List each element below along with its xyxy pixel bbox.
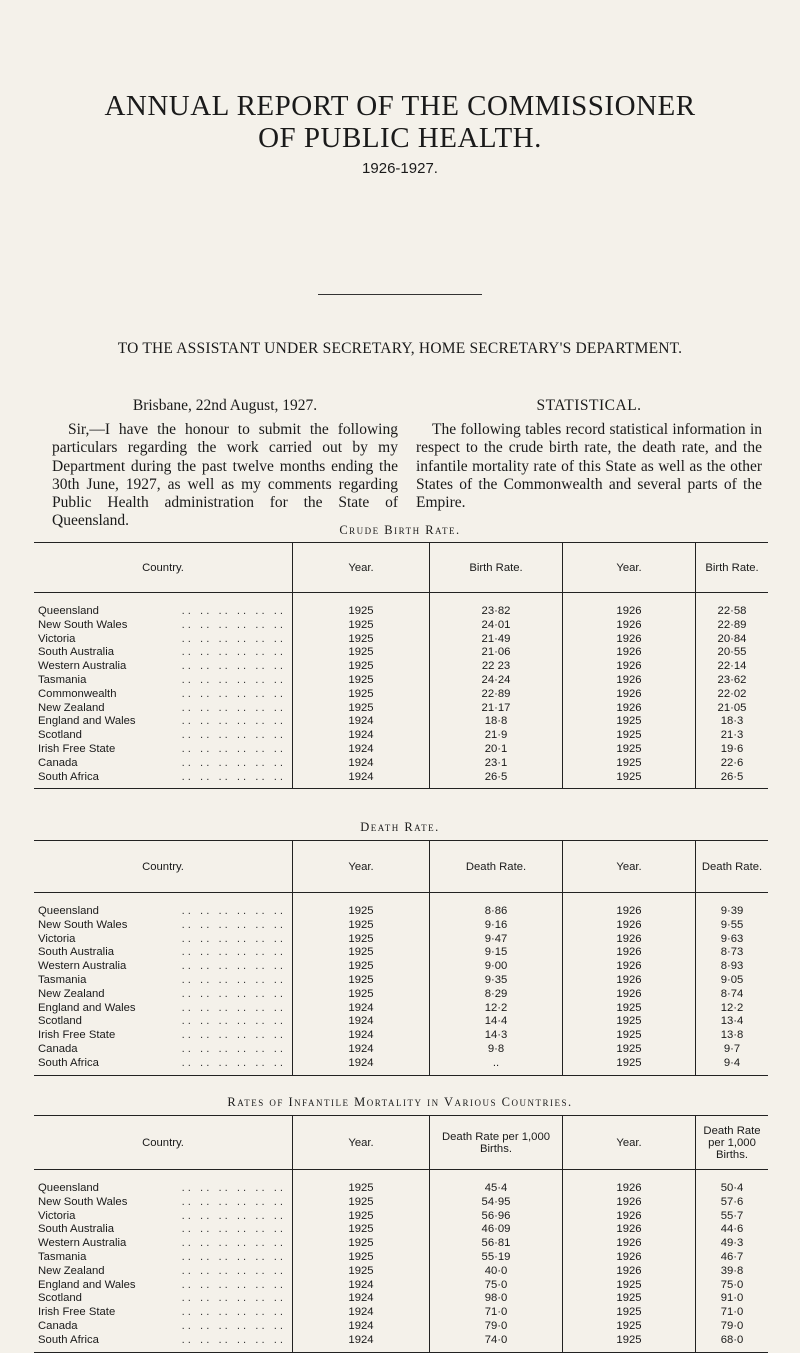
- rate-cell: 8·86: [430, 893, 563, 919]
- rate-cell: 9·05: [696, 974, 769, 988]
- year-cell: 1926: [563, 933, 696, 947]
- table-row: [34, 1292, 768, 1306]
- year-cell: 1925: [293, 646, 430, 660]
- year-cell: 1925: [293, 919, 430, 933]
- year-cell: 1924: [293, 1320, 430, 1334]
- country-cell: England and Wales .. .. .. .. .. ..: [38, 1278, 286, 1291]
- rate-cell: 18·3: [696, 715, 769, 729]
- country-cell: Queensland .. .. .. .. .. ..: [38, 605, 286, 617]
- leader-dots: .. .. .. .. .. ..: [181, 1278, 286, 1291]
- year-cell: 1925: [563, 729, 696, 743]
- leader-dots: .. .. .. .. .. ..: [181, 729, 286, 742]
- rate-cell: 8·74: [696, 988, 769, 1002]
- rate-cell: 13·4: [696, 1015, 769, 1029]
- table-row: [34, 633, 768, 647]
- rate-cell: 26·5: [430, 771, 563, 789]
- table-row: [34, 660, 768, 674]
- table-row: [34, 919, 768, 933]
- leader-dots: .. .. .. .. .. ..: [181, 905, 286, 917]
- country-cell: New South Wales .. .. .. .. .. ..: [38, 618, 286, 631]
- rate-cell: 75·0: [696, 1279, 769, 1293]
- country-cell: Scotland .. .. .. .. .. ..: [38, 729, 286, 742]
- header-year: Year.: [563, 543, 696, 593]
- year-cell: 1926: [563, 893, 696, 919]
- rate-cell: 71·0: [696, 1306, 769, 1320]
- rate-cell: 12·2: [696, 1002, 769, 1016]
- year-cell: 1925: [563, 1320, 696, 1334]
- leader-dots: .. .. .. .. .. ..: [181, 1182, 286, 1194]
- rate-cell: 14·4: [430, 1015, 563, 1029]
- country-cell: South Australia .. .. .. .. .. ..: [38, 1223, 286, 1236]
- rate-cell: ..: [430, 1057, 563, 1075]
- year-cell: 1925: [293, 674, 430, 688]
- rate-cell: 8·73: [696, 946, 769, 960]
- country-cell: Tasmania .. .. .. .. .. ..: [38, 1250, 286, 1263]
- year-cell: 1925: [563, 1334, 696, 1352]
- table-row: [34, 743, 768, 757]
- table-row: [34, 729, 768, 743]
- table-row: [34, 757, 768, 771]
- table-row: [34, 1002, 768, 1016]
- year-cell: 1925: [293, 1265, 430, 1279]
- header-country: Country.: [34, 841, 293, 893]
- statistical-body: The following tables record statistical information in respect to the crude birth rate, the death rate, and the infantile mortality rate of this State as well as the other States of the Commonwealth and several parts of the Empire.: [416, 421, 762, 512]
- year-cell: 1925: [293, 702, 430, 716]
- year-cell: 1925: [293, 988, 430, 1002]
- leader-dots: .. .. .. .. .. ..: [181, 1209, 286, 1222]
- leader-dots: .. .. .. .. .. ..: [181, 987, 286, 1000]
- rate-cell: 9·00: [430, 960, 563, 974]
- header-country: Country.: [34, 1116, 293, 1170]
- country-cell: South Africa .. .. .. .. .. ..: [34, 1057, 293, 1075]
- header-year: Year.: [293, 841, 430, 893]
- table-row: [34, 1334, 768, 1352]
- year-cell: 1925: [293, 619, 430, 633]
- year-cell: 1926: [563, 988, 696, 1002]
- country-cell: South Africa .. .. .. .. .. ..: [34, 771, 293, 789]
- year-cell: 1926: [563, 674, 696, 688]
- rate-cell: 9·16: [430, 919, 563, 933]
- year-cell: 1925: [293, 946, 430, 960]
- table-row: [34, 1237, 768, 1251]
- table-row: [34, 619, 768, 633]
- title-divider: [318, 294, 482, 295]
- rate-cell: 21·9: [430, 729, 563, 743]
- rate-cell: 56·81: [430, 1237, 563, 1251]
- rate-cell: 55·19: [430, 1251, 563, 1265]
- rate-cell: 9·55: [696, 919, 769, 933]
- year-cell: 1924: [293, 1015, 430, 1029]
- header-rate: Death Rate per 1,000 Births.: [696, 1116, 769, 1170]
- leader-dots: .. .. .. .. .. ..: [181, 618, 286, 631]
- year-cell: 1926: [563, 619, 696, 633]
- rate-cell: 54·95: [430, 1196, 563, 1210]
- table-row: [34, 688, 768, 702]
- table-row: [34, 1015, 768, 1029]
- year-cell: 1924: [293, 757, 430, 771]
- rate-cell: 49·3: [696, 1237, 769, 1251]
- year-cell: 1925: [293, 688, 430, 702]
- rate-cell: 21·17: [430, 702, 563, 716]
- table-row: [34, 771, 768, 789]
- rate-cell: 9·4: [696, 1057, 769, 1075]
- year-cell: 1924: [293, 743, 430, 757]
- year-cell: 1925: [563, 1057, 696, 1075]
- year-cell: 1924: [293, 715, 430, 729]
- header-rate: Death Rate.: [696, 841, 769, 893]
- leader-dots: .. .. .. .. .. ..: [181, 973, 286, 986]
- leader-dots: .. .. .. .. .. ..: [181, 701, 286, 714]
- country-cell: Commonwealth .. .. .. .. .. ..: [38, 687, 286, 700]
- country-cell: Scotland .. .. .. .. .. ..: [38, 1015, 286, 1028]
- leader-dots: .. .. .. .. .. ..: [181, 632, 286, 645]
- year-cell: 1926: [563, 974, 696, 988]
- leader-dots: .. .. .. .. .. ..: [181, 1250, 286, 1263]
- rate-cell: 56·96: [430, 1210, 563, 1224]
- table-row: [34, 893, 768, 919]
- rate-cell: 22·6: [696, 757, 769, 771]
- year-cell: 1926: [563, 1196, 696, 1210]
- table-row: [34, 974, 768, 988]
- country-cell: Queensland .. .. .. .. .. ..: [38, 905, 286, 917]
- country-cell: England and Wales .. .. .. .. .. ..: [38, 1001, 286, 1014]
- table-row: [34, 593, 768, 619]
- report-title-line2: OF PUBLIC HEALTH.: [258, 122, 542, 154]
- country-cell: Canada .. .. .. .. .. ..: [38, 1042, 286, 1055]
- death-rate-title: Death Rate.: [360, 820, 440, 834]
- rate-cell: 75·0: [430, 1279, 563, 1293]
- report-years: 1926-1927.: [362, 160, 438, 177]
- country-cell: England and Wales .. .. .. .. .. ..: [38, 715, 286, 728]
- leader-dots: .. .. .. .. .. ..: [181, 756, 286, 769]
- country-cell: New Zealand .. .. .. .. .. ..: [38, 1264, 286, 1277]
- table-row: [34, 1306, 768, 1320]
- country-cell: Irish Free State .. .. .. .. .. ..: [38, 1029, 286, 1042]
- rate-cell: 19·6: [696, 743, 769, 757]
- rate-cell: 9·47: [430, 933, 563, 947]
- table-row: [34, 946, 768, 960]
- rate-cell: 24·01: [430, 619, 563, 633]
- year-cell: 1925: [563, 1002, 696, 1016]
- rate-cell: 20·84: [696, 633, 769, 647]
- country-cell: Scotland .. .. .. .. .. ..: [38, 1292, 286, 1305]
- year-cell: 1926: [563, 1223, 696, 1237]
- year-cell: 1924: [293, 771, 430, 789]
- table-row: [34, 1043, 768, 1057]
- leader-dots: .. .. .. .. .. ..: [181, 660, 286, 673]
- year-cell: 1925: [563, 1015, 696, 1029]
- year-cell: 1926: [563, 633, 696, 647]
- place-date: Brisbane, 22nd August, 1927.: [132, 397, 318, 414]
- rate-cell: 18·8: [430, 715, 563, 729]
- year-cell: 1926: [563, 646, 696, 660]
- year-cell: 1924: [293, 1043, 430, 1057]
- rate-cell: 22 23: [430, 660, 563, 674]
- year-cell: 1925: [293, 933, 430, 947]
- leader-dots: .. .. .. .. .. ..: [181, 673, 286, 686]
- country-cell: Irish Free State .. .. .. .. .. ..: [38, 742, 286, 755]
- rate-cell: 20·1: [430, 743, 563, 757]
- year-cell: 1924: [293, 1029, 430, 1043]
- letter-body: Sir,—I have the honour to submit the following particulars regarding the work carried out by my Department during the past twelve months ending the 30th June, 1927, as well as my comments regarding Public Health administration for the State of Queensland.: [52, 421, 398, 530]
- leader-dots: .. .. .. .. .. ..: [181, 918, 286, 931]
- infant-mortality-title: Rates of Infantile Mortality in Various Countries.: [227, 1095, 573, 1109]
- year-cell: 1924: [293, 1306, 430, 1320]
- rate-cell: 22·89: [696, 619, 769, 633]
- rate-cell: 9·35: [430, 974, 563, 988]
- leader-dots: .. .. .. .. .. ..: [181, 1333, 286, 1346]
- rate-cell: 50·4: [696, 1170, 769, 1196]
- table-row: [34, 1279, 768, 1293]
- year-cell: 1925: [563, 1279, 696, 1293]
- rate-cell: 39·8: [696, 1265, 769, 1279]
- table-row: [34, 1223, 768, 1237]
- year-cell: 1924: [293, 729, 430, 743]
- table-row: [34, 933, 768, 947]
- country-cell: Canada .. .. .. .. .. ..: [38, 1319, 286, 1332]
- leader-dots: .. .. .. .. .. ..: [181, 687, 286, 700]
- year-cell: 1926: [563, 688, 696, 702]
- year-cell: 1924: [293, 1057, 430, 1075]
- year-cell: 1925: [563, 743, 696, 757]
- year-cell: 1926: [563, 1265, 696, 1279]
- header-rate: Death Rate.: [430, 841, 563, 893]
- rate-cell: 55·7: [696, 1210, 769, 1224]
- country-cell: Canada .. .. .. .. .. ..: [38, 756, 286, 769]
- year-cell: 1925: [293, 974, 430, 988]
- header-rate: Birth Rate.: [430, 543, 563, 593]
- country-cell: South Africa .. .. .. .. .. ..: [34, 1334, 293, 1352]
- rate-cell: 22·89: [430, 688, 563, 702]
- rate-cell: 21·49: [430, 633, 563, 647]
- year-cell: 1925: [293, 960, 430, 974]
- leader-dots: .. .. .. .. .. ..: [181, 742, 286, 755]
- year-cell: 1926: [563, 946, 696, 960]
- year-cell: 1924: [293, 1279, 430, 1293]
- header-year: Year.: [293, 543, 430, 593]
- country-cell: South Australia .. .. .. .. .. ..: [38, 946, 286, 959]
- table-row: [34, 1210, 768, 1224]
- year-cell: 1925: [293, 1237, 430, 1251]
- country-cell: New South Wales .. .. .. .. .. ..: [38, 1195, 286, 1208]
- country-cell: Tasmania .. .. .. .. .. ..: [38, 673, 286, 686]
- year-cell: 1925: [563, 1043, 696, 1057]
- leader-dots: .. .. .. .. .. ..: [181, 1223, 286, 1236]
- leader-dots: .. .. .. .. .. ..: [181, 1264, 286, 1277]
- year-cell: 1926: [563, 702, 696, 716]
- year-cell: 1925: [563, 715, 696, 729]
- rate-cell: 74·0: [430, 1334, 563, 1352]
- rate-cell: 24·24: [430, 674, 563, 688]
- leader-dots: .. .. .. .. .. ..: [181, 1319, 286, 1332]
- rate-cell: 98·0: [430, 1292, 563, 1306]
- table-row: [34, 1196, 768, 1210]
- rate-cell: 46·09: [430, 1223, 563, 1237]
- year-cell: 1925: [563, 1029, 696, 1043]
- year-cell: 1925: [293, 893, 430, 919]
- rate-cell: 46·7: [696, 1251, 769, 1265]
- rate-cell: 44·6: [696, 1223, 769, 1237]
- rate-cell: 22·02: [696, 688, 769, 702]
- rate-cell: 20·55: [696, 646, 769, 660]
- rate-cell: 9·8: [430, 1043, 563, 1057]
- death-rate-table: [34, 840, 768, 1076]
- table-row: [34, 702, 768, 716]
- letter-column: [52, 397, 398, 530]
- year-cell: 1926: [563, 1251, 696, 1265]
- statistical-column: [416, 397, 762, 512]
- rate-cell: 9·39: [696, 893, 769, 919]
- rate-cell: 9·7: [696, 1043, 769, 1057]
- year-cell: 1925: [293, 1251, 430, 1265]
- year-cell: 1924: [293, 1002, 430, 1016]
- table-row: [34, 1251, 768, 1265]
- rate-cell: 71·0: [430, 1306, 563, 1320]
- rate-cell: 23·62: [696, 674, 769, 688]
- country-cell: New Zealand .. .. .. .. .. ..: [38, 987, 286, 1000]
- leader-dots: .. .. .. .. .. ..: [181, 1029, 286, 1042]
- table-row: [34, 1029, 768, 1043]
- year-cell: 1925: [563, 1292, 696, 1306]
- year-cell: 1925: [293, 1170, 430, 1196]
- year-cell: 1925: [293, 633, 430, 647]
- country-cell: Western Australia .. .. .. .. .. ..: [38, 660, 286, 673]
- statistical-heading: STATISTICAL.: [536, 397, 642, 414]
- year-cell: 1926: [563, 1210, 696, 1224]
- country-cell: New Zealand .. .. .. .. .. ..: [38, 701, 286, 714]
- rate-cell: 23·82: [430, 593, 563, 619]
- year-cell: 1924: [293, 1334, 430, 1352]
- table-row: [34, 1057, 768, 1075]
- leader-dots: .. .. .. .. .. ..: [181, 1237, 286, 1250]
- rate-cell: 57·6: [696, 1196, 769, 1210]
- year-cell: 1926: [563, 960, 696, 974]
- year-cell: 1926: [563, 1237, 696, 1251]
- leader-dots: .. .. .. .. .. ..: [181, 932, 286, 945]
- leader-dots: .. .. .. .. .. ..: [181, 770, 286, 783]
- leader-dots: .. .. .. .. .. ..: [181, 715, 286, 728]
- rate-cell: 91·0: [696, 1292, 769, 1306]
- rate-cell: 21·3: [696, 729, 769, 743]
- header-country: Country.: [34, 543, 293, 593]
- header-rate: Birth Rate.: [696, 543, 769, 593]
- year-cell: 1926: [563, 919, 696, 933]
- year-cell: 1924: [293, 1292, 430, 1306]
- report-title-line1: ANNUAL REPORT OF THE COMMISSIONER: [104, 90, 696, 122]
- leader-dots: .. .. .. .. .. ..: [181, 960, 286, 973]
- leader-dots: .. .. .. .. .. ..: [181, 1042, 286, 1055]
- country-cell: Queensland .. .. .. .. .. ..: [38, 1182, 286, 1194]
- addressee-line: TO THE ASSISTANT UNDER SECRETARY, HOME SECRETARY'S DEPARTMENT.: [117, 340, 683, 357]
- rate-cell: 45·4: [430, 1170, 563, 1196]
- rate-cell: 8·29: [430, 988, 563, 1002]
- rate-cell: 40·0: [430, 1265, 563, 1279]
- table-row: [34, 988, 768, 1002]
- year-cell: 1925: [293, 593, 430, 619]
- country-cell: Western Australia .. .. .. .. .. ..: [38, 960, 286, 973]
- leader-dots: .. .. .. .. .. ..: [181, 946, 286, 959]
- leader-dots: .. .. .. .. .. ..: [181, 1001, 286, 1014]
- rate-cell: 9·15: [430, 946, 563, 960]
- rate-cell: 23·1: [430, 757, 563, 771]
- rate-cell: 14·3: [430, 1029, 563, 1043]
- rate-cell: 13·8: [696, 1029, 769, 1043]
- year-cell: 1925: [293, 660, 430, 674]
- country-cell: New South Wales .. .. .. .. .. ..: [38, 918, 286, 931]
- year-cell: 1926: [563, 660, 696, 674]
- leader-dots: .. .. .. .. .. ..: [181, 1292, 286, 1305]
- rate-cell: 79·0: [696, 1320, 769, 1334]
- leader-dots: .. .. .. .. .. ..: [181, 1056, 286, 1069]
- table-row: [34, 960, 768, 974]
- rate-cell: 26·5: [696, 771, 769, 789]
- table-row: [34, 646, 768, 660]
- rate-cell: 9·63: [696, 933, 769, 947]
- year-cell: 1925: [563, 771, 696, 789]
- header-year: Year.: [563, 1116, 696, 1170]
- header-rate: Death Rate per 1,000 Births.: [430, 1116, 563, 1170]
- year-cell: 1925: [563, 757, 696, 771]
- rate-cell: 21·05: [696, 702, 769, 716]
- country-cell: Western Australia .. .. .. .. .. ..: [38, 1237, 286, 1250]
- infant-mortality-table: [34, 1115, 768, 1353]
- country-cell: Victoria .. .. .. .. .. ..: [38, 1209, 286, 1222]
- rate-cell: 21·06: [430, 646, 563, 660]
- year-cell: 1925: [293, 1210, 430, 1224]
- birth-rate-title: Crude Birth Rate.: [339, 523, 461, 537]
- leader-dots: .. .. .. .. .. ..: [181, 1015, 286, 1028]
- rate-cell: 68·0: [696, 1334, 769, 1352]
- header-year: Year.: [563, 841, 696, 893]
- birth-rate-table: [34, 542, 768, 789]
- leader-dots: .. .. .. .. .. ..: [181, 1195, 286, 1208]
- year-cell: 1925: [293, 1223, 430, 1237]
- year-cell: 1926: [563, 593, 696, 619]
- country-cell: Irish Free State .. .. .. .. .. ..: [38, 1306, 286, 1319]
- country-cell: South Australia .. .. .. .. .. ..: [38, 646, 286, 659]
- rate-cell: 22·14: [696, 660, 769, 674]
- leader-dots: .. .. .. .. .. ..: [181, 1306, 286, 1319]
- year-cell: 1925: [293, 1196, 430, 1210]
- header-year: Year.: [293, 1116, 430, 1170]
- table-row: [34, 1265, 768, 1279]
- country-cell: Victoria .. .. .. .. .. ..: [38, 632, 286, 645]
- country-cell: Victoria .. .. .. .. .. ..: [38, 932, 286, 945]
- country-cell: Tasmania .. .. .. .. .. ..: [38, 973, 286, 986]
- table-row: [34, 715, 768, 729]
- year-cell: 1926: [563, 1170, 696, 1196]
- rate-cell: 79·0: [430, 1320, 563, 1334]
- rate-cell: 8·93: [696, 960, 769, 974]
- leader-dots: .. .. .. .. .. ..: [181, 605, 286, 617]
- rate-cell: 22·58: [696, 593, 769, 619]
- leader-dots: .. .. .. .. .. ..: [181, 646, 286, 659]
- year-cell: 1925: [563, 1306, 696, 1320]
- table-row: [34, 1170, 768, 1196]
- rate-cell: 12·2: [430, 1002, 563, 1016]
- table-row: [34, 674, 768, 688]
